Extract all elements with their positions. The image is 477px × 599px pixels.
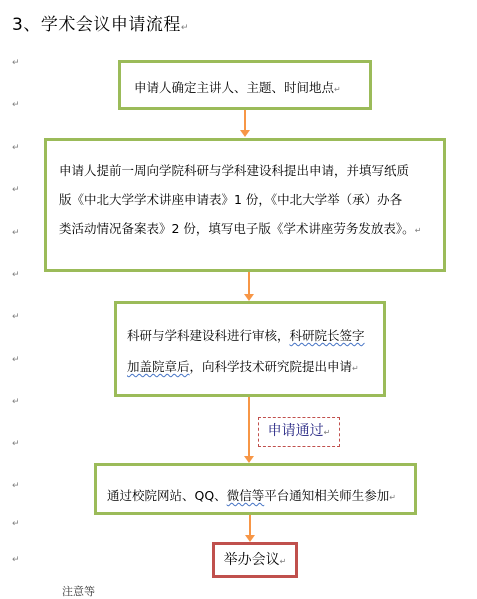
- paragraph-mark-icon: ↵: [12, 397, 20, 407]
- paragraph-mark-icon: ↵: [12, 228, 20, 238]
- paragraph-mark-icon: ↵: [180, 23, 189, 33]
- section-heading: [12, 10, 189, 35]
- final-step-text: 举办会议: [223, 552, 280, 568]
- approval-label: 申请通过: [267, 423, 324, 439]
- approval-label-box: [258, 417, 340, 447]
- step-box-1: [118, 60, 372, 110]
- step-box-2: [44, 138, 446, 272]
- final-step-box: [212, 542, 298, 578]
- paragraph-mark-icon: ↵: [12, 555, 20, 565]
- paragraph-mark-icon: ↵: [12, 439, 20, 449]
- step-box-3: [114, 301, 386, 397]
- step-4-underlined-text: 微信等: [226, 488, 265, 503]
- paragraph-mark-icon: ↵: [12, 355, 20, 365]
- step-4-text-c: 平台通知相关师生参加: [264, 488, 390, 503]
- paragraph-mark-icon: ↵: [323, 428, 331, 437]
- step-2-line-3: 类活动情况备案表》2 份，填写电子版《学术讲座劳务发放表》。↵: [59, 221, 422, 236]
- step-3-line-2: 加盖院章后，向科学技术研究院提出申请↵: [127, 359, 359, 374]
- step-3-line-1: 科研与学科建设科进行审核，科研院长签字: [127, 328, 365, 343]
- step-box-4: [94, 463, 417, 515]
- next-section-partial-text: 注意等: [62, 585, 95, 598]
- paragraph-mark-icon: ↵: [12, 100, 20, 110]
- paragraph-mark-icon: ↵: [352, 364, 359, 373]
- paragraph-mark-icon: ↵: [279, 557, 287, 566]
- paragraph-mark-icon: ↵: [414, 226, 422, 235]
- step-3-underlined-text: 科研院长签字: [289, 328, 365, 343]
- paragraph-mark-icon: ↵: [12, 143, 20, 153]
- step-2-line-1: 申请人提前一周向学院科研与学科建设科提出申请，并填写纸质: [59, 163, 410, 178]
- paragraph-mark-icon: ↵: [12, 481, 20, 491]
- paragraph-mark-icon: ↵: [12, 519, 20, 529]
- step-3-underlined-text: 加盖院章后: [127, 359, 190, 374]
- paragraph-mark-icon: ↵: [12, 270, 20, 280]
- step-4-text-a: 通过校院网站、QQ、: [107, 488, 227, 503]
- paragraph-mark-icon: ↵: [334, 85, 341, 94]
- paragraph-mark-icon: ↵: [12, 312, 20, 322]
- paragraph-mark-icon: ↵: [389, 493, 396, 502]
- paragraph-mark-icon: ↵: [12, 185, 20, 195]
- step-2-line-2: 版《中北大学学术讲座申请表》1 份，《中北大学举（承）办各: [59, 192, 403, 207]
- step-1-text: 申请人确定主讲人、主题、时间地点: [134, 80, 335, 95]
- heading-text: 3、学术会议申请流程: [12, 15, 181, 35]
- paragraph-mark-icon: ↵: [12, 58, 20, 68]
